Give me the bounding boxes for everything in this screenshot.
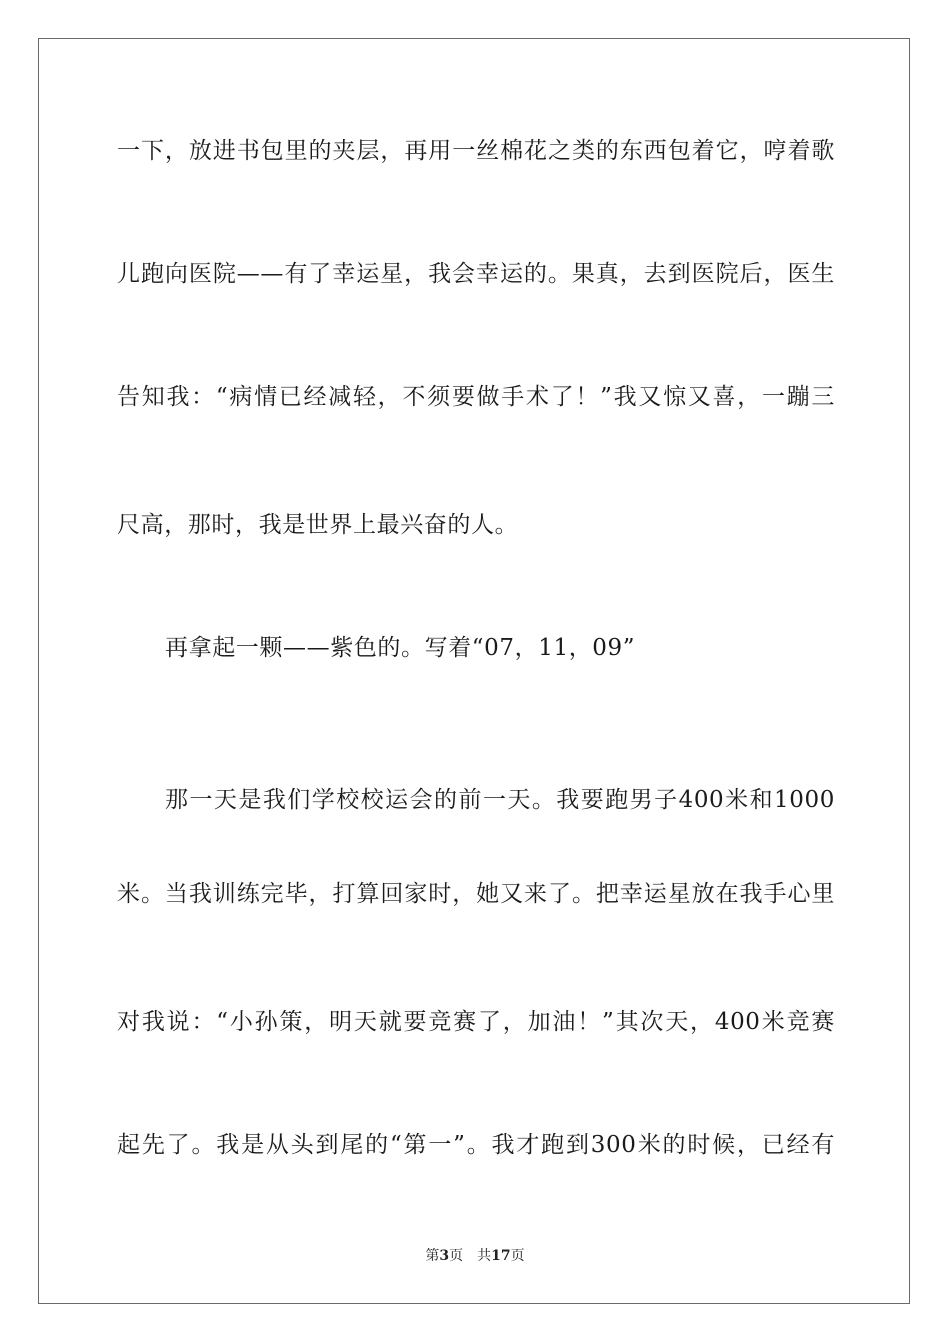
body-line-4: 尺高，那时，我是世界上最兴奋的人。 <box>117 512 519 538</box>
body-line-5-paragraph-start: 再拿起一颗——紫色的。写着“07，11，09” <box>165 635 636 661</box>
body-line-2: 儿跑向医院——有了幸运星，我会幸运的。果真，去到医院后，医生 <box>117 261 835 287</box>
total-page-number: 17 <box>491 1248 511 1264</box>
total-prefix: 共 <box>477 1248 492 1264</box>
total-suffix: 页 <box>510 1248 525 1264</box>
page-suffix: 页 <box>449 1248 464 1264</box>
body-line-9: 起先了。我是从头到尾的“第一”。我才跑到300米的时候，已经有 <box>117 1132 835 1158</box>
body-line-1: 一下，放进书包里的夹层，再用一丝棉花之类的东西包着它，哼着歌 <box>117 138 835 164</box>
current-page-number: 3 <box>439 1248 450 1264</box>
body-line-7: 米。当我训练完毕，打算回家时，她又来了。把幸运星放在我手心里 <box>117 881 835 907</box>
body-line-6-paragraph-start: 那一天是我们学校校运会的前一天。我要跑男子400米和1000 <box>165 787 835 813</box>
page-prefix: 第 <box>425 1248 440 1264</box>
body-line-8: 对我说：“小孙策，明天就要竞赛了，加油！”其次天，400米竞赛 <box>117 1009 835 1035</box>
body-line-3: 告知我：“病情已经减轻，不须要做手术了！”我又惊又喜，一蹦三 <box>117 384 835 410</box>
page-footer <box>0 1246 950 1266</box>
page-border <box>38 38 910 1304</box>
